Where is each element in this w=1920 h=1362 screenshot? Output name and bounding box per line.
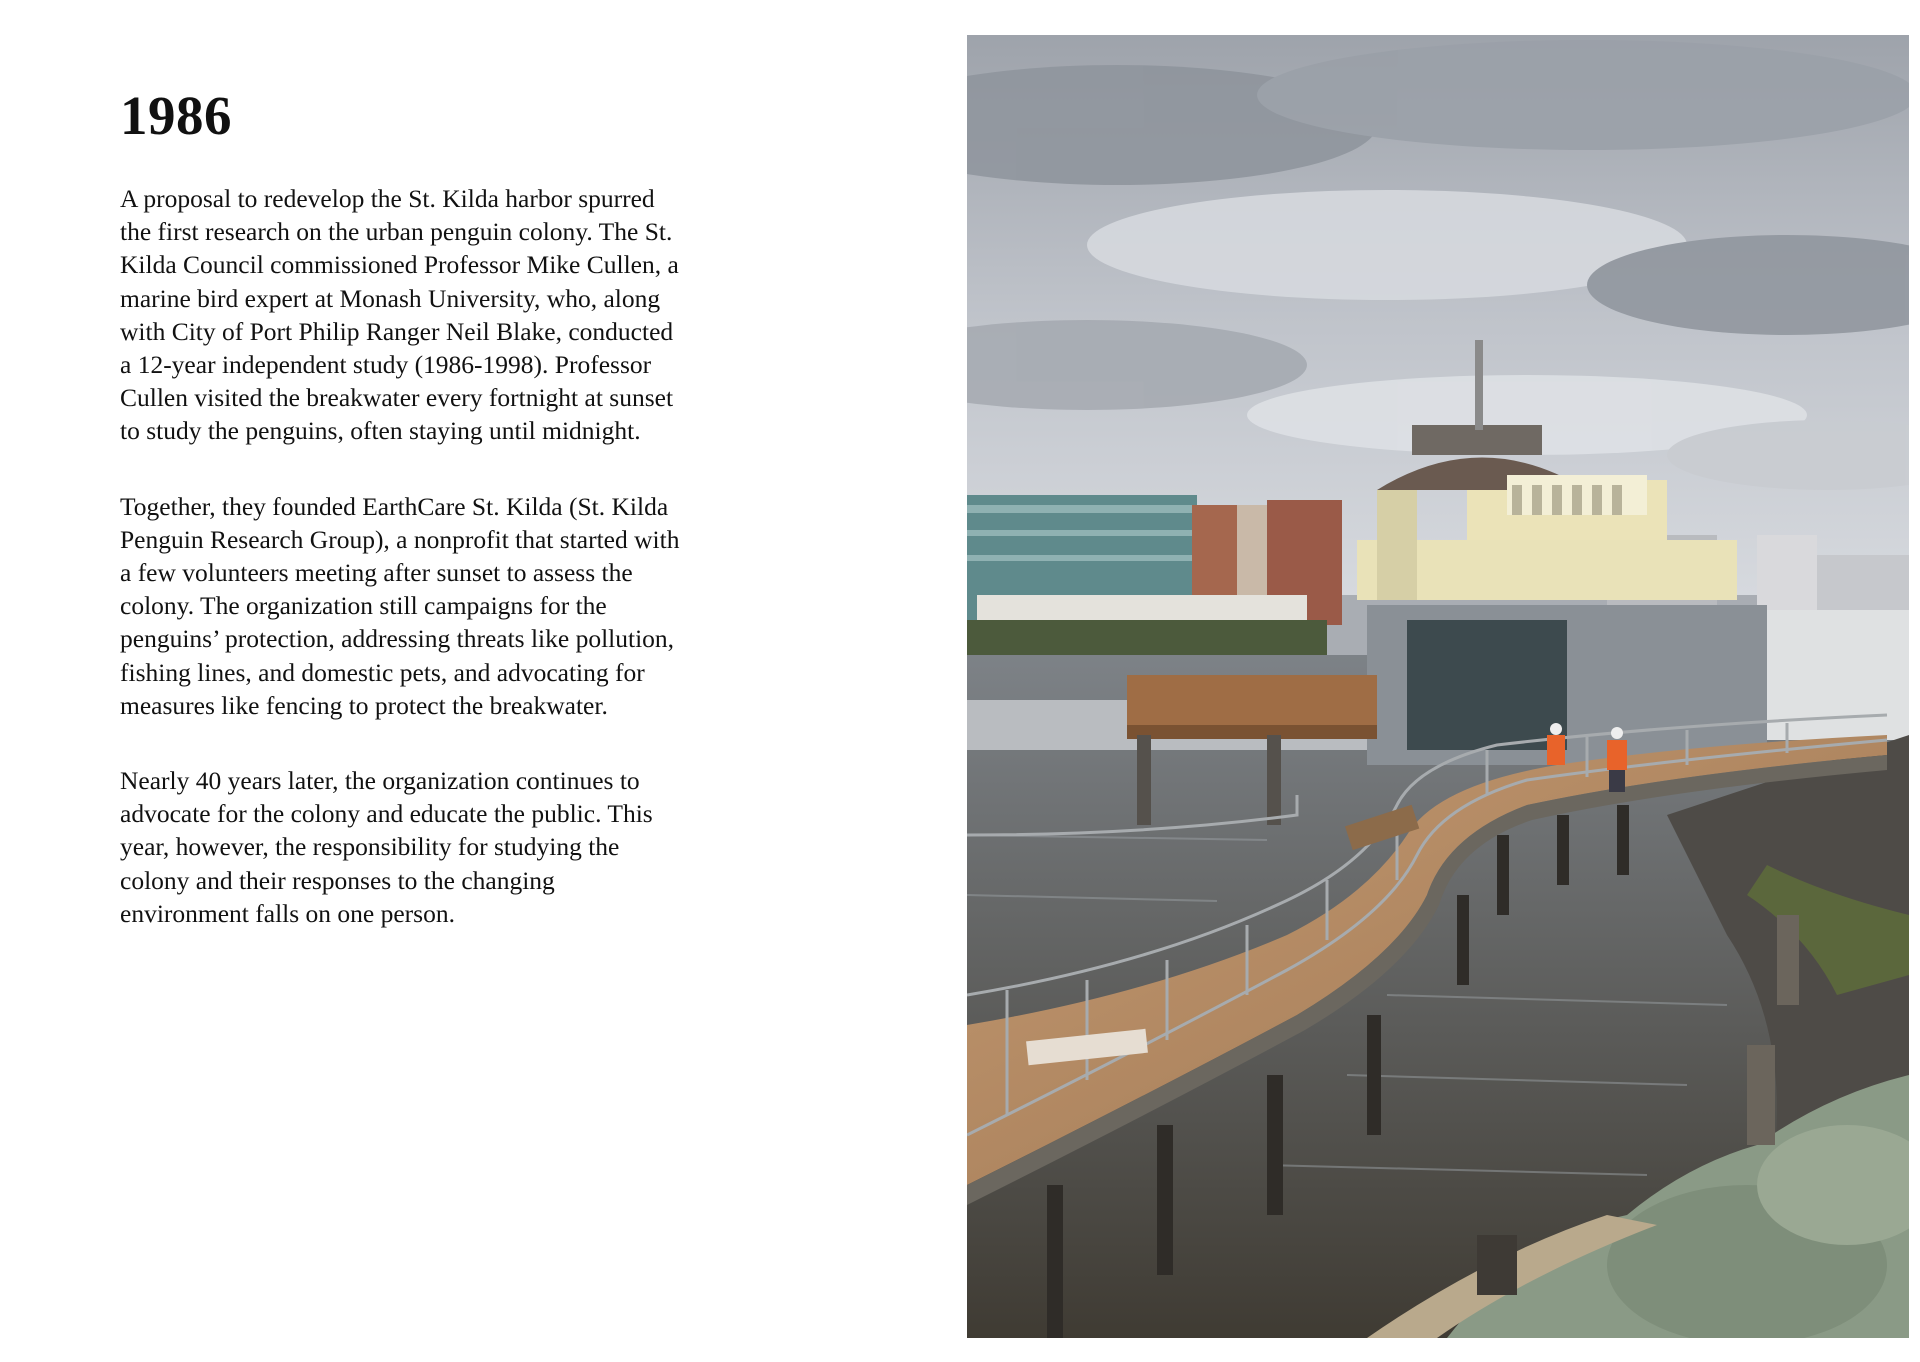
boardwalk-photo bbox=[967, 35, 1909, 1338]
article-text-column bbox=[120, 80, 680, 972]
boardwalk-photo-illustration bbox=[967, 35, 1909, 1338]
body-paragraph-3: Nearly 40 years later, the organization continues to advocate for the colony and educate the public. This year, however, the responsibility for studying the colony and their responses to the changing environment falls on one person. bbox=[120, 766, 653, 928]
body-paragraph-2: Together, they founded EarthCare St. Kilda (St. Kilda Penguin Research Group), a nonprofit that started with a few volunteers meeting after sunset to assess the colony. The organization still campaigns for the penguins’ protection, addressing threats like pollution, fishing lines, and domestic pets, and advocating for measures like fencing to protect the breakwater. bbox=[120, 491, 680, 720]
tree-line bbox=[967, 620, 1327, 660]
body-paragraph-1: A proposal to redevelop the St. Kilda harbor spurred the first research on the urban penguin colony. The St. Kilda Council commissioned Professor Mike Cullen, a marine bird expert at Monash University, who, along with City of Port Philip Ranger Neil Blake, conducted a 12-year independent study (1986-1998). Professor Cullen visited the breakwater every fortnight at sunset to study the penguins, often staying until midnight. bbox=[120, 184, 679, 446]
year-heading: 1986 bbox=[120, 85, 232, 146]
